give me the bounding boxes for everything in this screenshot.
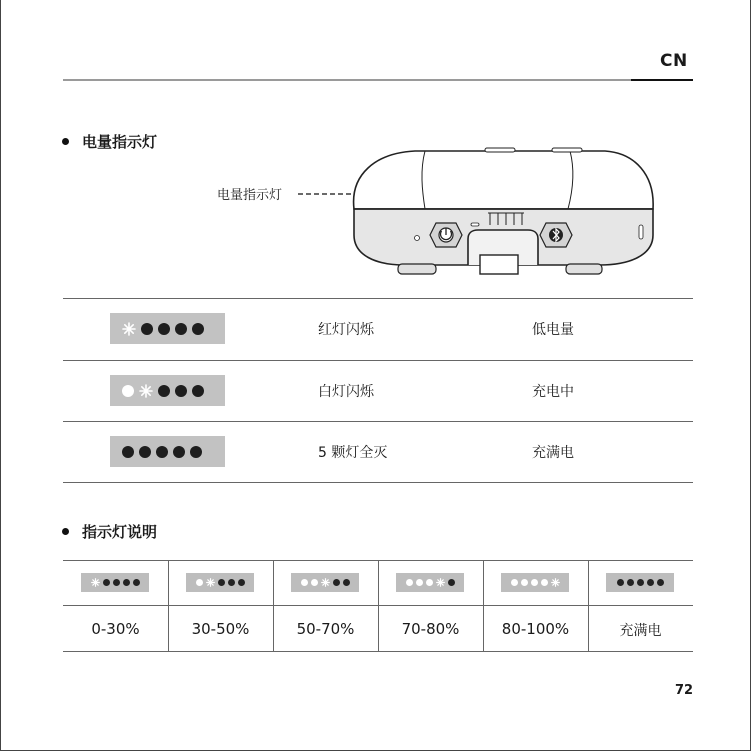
led-off-dot xyxy=(103,579,110,586)
led-state-text: 红灯闪烁 xyxy=(318,322,374,338)
led-off-dot xyxy=(139,446,151,458)
mini-led-pattern xyxy=(291,573,359,592)
led-pattern-fully-charged xyxy=(110,436,225,467)
table-rule xyxy=(63,482,693,483)
led-off-dot xyxy=(192,385,204,397)
flash-icon xyxy=(122,322,136,336)
section-title: 指示灯说明 xyxy=(82,523,158,541)
led-off-dot xyxy=(627,579,634,586)
led-off-dot xyxy=(158,323,170,335)
flash-icon xyxy=(321,578,330,587)
led-on-dot xyxy=(122,385,134,397)
header-rule xyxy=(63,79,631,81)
led-off-dot xyxy=(173,446,185,458)
led-off-dot xyxy=(637,579,644,586)
led-off-dot xyxy=(343,579,350,586)
led-pattern-charging xyxy=(110,375,225,406)
led-meaning-text: 低电量 xyxy=(532,322,574,338)
callout-label: 电量指示灯 xyxy=(217,188,283,203)
table-rule xyxy=(63,298,693,299)
mini-led-pattern xyxy=(186,573,254,592)
device-illustration xyxy=(290,145,660,280)
led-off-dot xyxy=(175,385,187,397)
led-meaning-text: 充电中 xyxy=(532,384,574,400)
table-rule xyxy=(63,421,693,422)
led-off-dot xyxy=(192,323,204,335)
page-number: 72 xyxy=(675,683,694,698)
language-tag: CN xyxy=(660,51,688,71)
led-off-dot xyxy=(113,579,120,586)
led-off-dot xyxy=(175,323,187,335)
battery-range-label: 70-80% xyxy=(401,620,460,638)
led-on-dot xyxy=(311,579,318,586)
led-meaning-text: 充满电 xyxy=(532,445,574,461)
led-off-dot xyxy=(122,446,134,458)
led-state-text: 白灯闪烁 xyxy=(318,384,374,400)
section-battery-indicator xyxy=(62,131,157,152)
led-off-dot xyxy=(617,579,624,586)
led-off-dot xyxy=(333,579,340,586)
mini-led-pattern xyxy=(501,573,569,592)
mini-led-pattern xyxy=(606,573,674,592)
led-on-dot xyxy=(301,579,308,586)
led-off-dot xyxy=(156,446,168,458)
led-on-dot xyxy=(531,579,538,586)
flash-icon xyxy=(436,578,445,587)
led-off-dot xyxy=(218,579,225,586)
mini-led-pattern xyxy=(396,573,464,592)
led-on-dot xyxy=(426,579,433,586)
led-off-dot xyxy=(190,446,202,458)
table-rule xyxy=(63,360,693,361)
battery-range-label: 50-70% xyxy=(296,620,355,638)
led-off-dot xyxy=(141,323,153,335)
led-off-dot xyxy=(228,579,235,586)
led-on-dot xyxy=(406,579,413,586)
battery-range-label: 0-30% xyxy=(91,620,140,638)
led-off-dot xyxy=(123,579,130,586)
page-frame-left xyxy=(0,0,1,751)
section-title: 电量指示灯 xyxy=(82,133,158,151)
led-state-text: 5 颗灯全灭 xyxy=(318,445,388,461)
flash-icon xyxy=(551,578,560,587)
led-pattern-low-battery xyxy=(110,313,225,344)
flash-icon xyxy=(139,384,153,398)
battery-range-label: 30-50% xyxy=(191,620,250,638)
flash-icon xyxy=(206,578,215,587)
led-on-dot xyxy=(416,579,423,586)
battery-range-label: 80-100% xyxy=(501,620,570,638)
bullet-icon xyxy=(62,528,69,535)
flash-icon xyxy=(91,578,100,587)
led-off-dot xyxy=(238,579,245,586)
section-indicator-legend xyxy=(62,521,157,542)
led-off-dot xyxy=(657,579,664,586)
led-off-dot xyxy=(647,579,654,586)
bullet-icon xyxy=(62,138,69,145)
led-on-dot xyxy=(196,579,203,586)
led-on-dot xyxy=(541,579,548,586)
battery-range-label: 充满电 xyxy=(619,623,662,639)
led-off-dot xyxy=(158,385,170,397)
led-on-dot xyxy=(521,579,528,586)
mini-led-pattern xyxy=(81,573,149,592)
table-rule xyxy=(63,651,693,652)
led-off-dot xyxy=(448,579,455,586)
led-off-dot xyxy=(133,579,140,586)
led-on-dot xyxy=(511,579,518,586)
header-rule-accent xyxy=(631,79,693,81)
